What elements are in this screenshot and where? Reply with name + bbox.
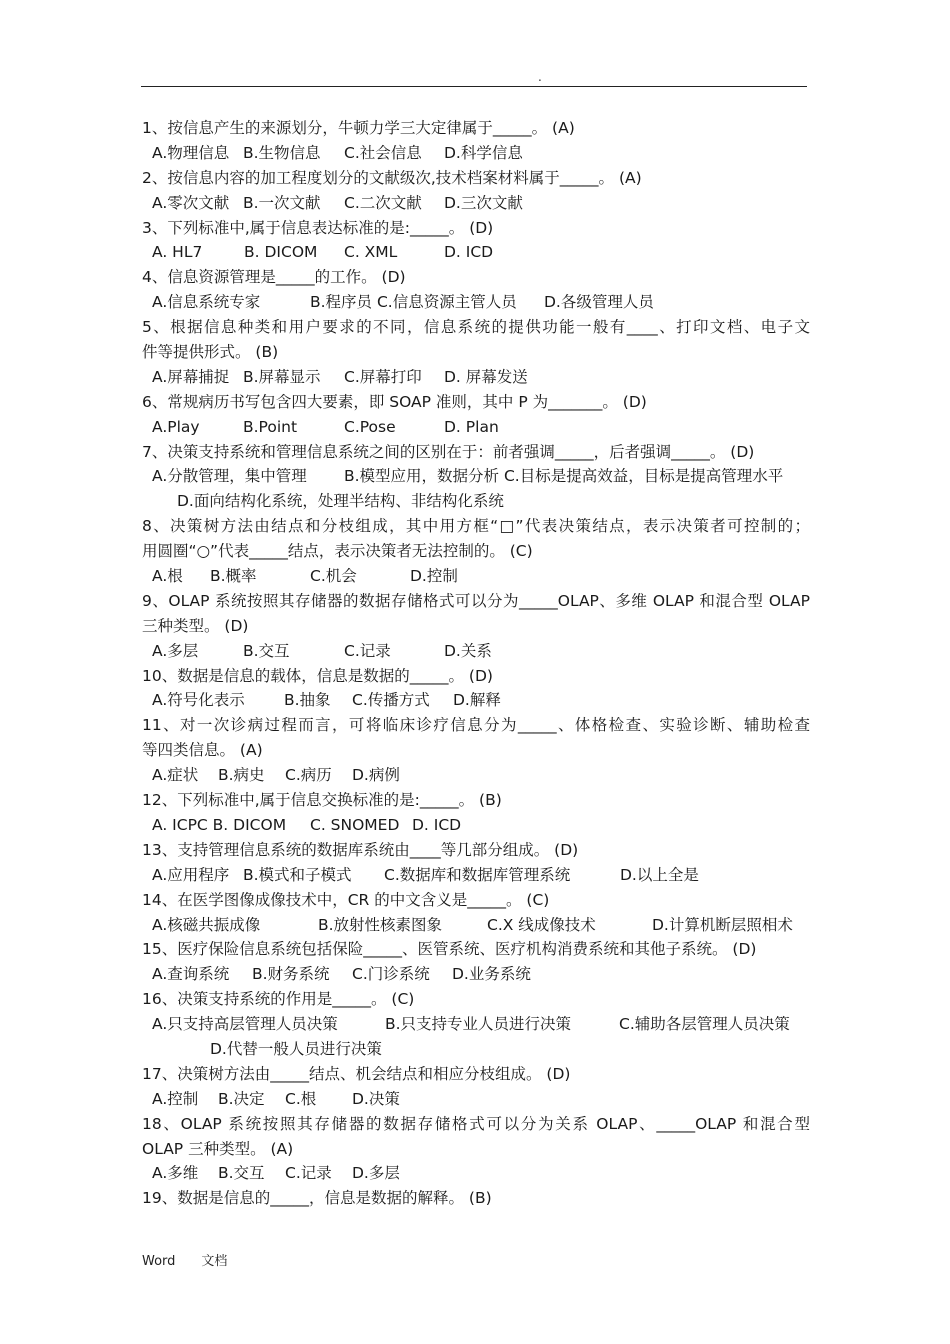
option-text: C. SNOMED (310, 815, 400, 834)
option-text: B. DICOM (244, 243, 318, 262)
option-text: D.多层 (352, 1164, 400, 1183)
option-text: D. ICD (412, 815, 462, 834)
options-row (142, 913, 810, 938)
option-text: A. HL7 (152, 243, 203, 262)
option-text: D.控制 (410, 567, 458, 586)
option-text: B.交互 (243, 641, 290, 660)
option-text: B.决定 (218, 1089, 265, 1108)
option-text: D.以上全是 (620, 865, 699, 884)
option-text: A.查询系统 (152, 965, 230, 984)
question-text: 等四类信息。 (A) (142, 741, 263, 760)
option-text: B.程序员 C.信息资源主管人员 (310, 293, 517, 312)
option-text: B.Point (243, 417, 298, 436)
option-text: C.门诊系统 (352, 965, 430, 984)
question-text: 15、医疗保险信息系统包括保险_____、医管系统、医疗机构消费系统和其他子系统。 (D) (142, 940, 757, 959)
options-row (142, 415, 810, 440)
option-text: A.多维 (152, 1164, 199, 1183)
option-text: D.计算机断层照相术 (652, 915, 793, 934)
question-text: 16、决策支持系统的作用是_____。 (C) (142, 990, 415, 1009)
option-text: C.数据库和数据库管理系统 (384, 865, 571, 884)
options-row (142, 1037, 810, 1062)
option-text: B.生物信息 (243, 143, 321, 162)
question-text: 11、对一次诊病过程而言，可将临床诊疗信息分为_____、体格检查、实验诊断、辅助检查 (142, 716, 810, 735)
options-row (142, 464, 810, 489)
option-text: A.只支持高层管理人员决策 (152, 1015, 338, 1034)
question-text: 用圆圈“○”代表_____结点，表示决策者无法控制的。 (C) (142, 542, 533, 561)
footer-word: Word (142, 1254, 176, 1269)
option-text: B.模式和子模式 (243, 865, 352, 884)
option-text: D.三次文献 (444, 193, 523, 212)
option-text: A.屏幕捕捉 (152, 367, 230, 386)
option-text: B.屏幕显示 (243, 367, 321, 386)
options-row (142, 863, 810, 888)
option-text: C.X 线成像技术 (487, 915, 596, 934)
page-footer (142, 1250, 253, 1269)
header-rule (141, 86, 807, 87)
option-text: C.社会信息 (344, 143, 422, 162)
options-row (142, 639, 810, 664)
option-text: D.业务系统 (452, 965, 531, 984)
option-text: D.面向结构化系统，处理半结构、非结构化系统 (177, 492, 504, 511)
option-text: C.辅助各层管理人员决策 (619, 1015, 790, 1034)
option-text: C.机会 (310, 567, 357, 586)
option-text: B.放射性核素图象 (318, 915, 443, 934)
option-text: A.分散管理，集中管理 (152, 467, 307, 486)
option-text: B.概率 (210, 567, 257, 586)
option-text: A.物理信息 (152, 143, 230, 162)
option-text: A.根 (152, 567, 183, 586)
option-text: D.各级管理人员 (544, 293, 654, 312)
option-text: A.核磁共振成像 (152, 915, 261, 934)
footer-doc: 文档 (201, 1254, 228, 1269)
question-text: 1、按信息产生的来源划分，牛顿力学三大定律属于_____。 (A) (142, 119, 575, 137)
option-text: A.零次文献 (152, 193, 230, 212)
option-text: C.根 (285, 1089, 317, 1108)
question-text: 19、数据是信息的_____，信息是数据的解释。 (B) (142, 1189, 492, 1208)
options-row (142, 564, 810, 589)
option-text: A.应用程序 (152, 865, 230, 884)
options-row (142, 365, 810, 390)
option-text: D.病例 (352, 766, 400, 785)
option-text: B.交互 (218, 1164, 265, 1183)
option-text: C.Pose (344, 417, 396, 436)
question-text: 4、信息资源管理是_____的工作。 (D) (142, 268, 406, 287)
options-row (142, 1012, 810, 1037)
option-text: A.符号化表示 (152, 691, 245, 710)
option-text: A.控制 (152, 1089, 199, 1108)
option-text: D.解释 (453, 691, 501, 710)
option-text: D.代替一般人员进行决策 (210, 1039, 382, 1058)
options-row (142, 1161, 810, 1186)
question-text: 3、下列标准中,属于信息表达标准的是:_____。 (D) (142, 218, 494, 237)
question-text: 14、在医学图像成像技术中，CR 的中文含义是_____。 (C) (142, 890, 550, 909)
question-text: 13、支持管理信息系统的数据库系统由____等几部分组成。 (D) (142, 840, 579, 859)
option-text: D.关系 (444, 641, 492, 660)
option-text: D. Plan (444, 417, 499, 436)
options-row (142, 489, 810, 514)
options-row (142, 962, 810, 987)
question-text: 17、决策树方法由_____结点、机会结点和相应分枝组成。 (D) (142, 1064, 571, 1083)
option-text: C.病历 (285, 766, 332, 785)
option-text: B.抽象 (284, 691, 331, 710)
options-row (142, 1087, 810, 1112)
option-text: A.症状 (152, 766, 199, 785)
header-mark: . (538, 70, 542, 84)
option-text: B.模型应用，数据分析 C.目标是提高效益，目标是提高管理水平 (344, 467, 784, 486)
question-text: 7、决策支持系统和管理信息系统之间的区别在于：前者强调_____，后者强调_____。 (D) (142, 442, 755, 461)
option-text: D. 屏幕发送 (444, 367, 528, 386)
options-row (142, 763, 810, 788)
option-text: C.传播方式 (352, 691, 430, 710)
question-text: 5、根据信息种类和用户要求的不同，信息系统的提供功能一般有____、打印文档、电子文 (142, 318, 810, 337)
question-text: 18、OLAP 系统按照其存储器的数据存储格式可以分为关系 OLAP、_____OLAP 和混合型 (142, 1114, 810, 1133)
question-text: 2、按信息内容的加工程度划分的文献级次,技术档案材料属于_____。 (A) (142, 168, 642, 187)
option-text: C.记录 (285, 1164, 332, 1183)
option-text: B.只支持专业人员进行决策 (385, 1015, 572, 1034)
options-row (142, 813, 810, 838)
option-text: B.财务系统 (252, 965, 330, 984)
question-text: 12、下列标准中,属于信息交换标准的是:_____。 (B) (142, 791, 502, 810)
option-text: A.多层 (152, 641, 199, 660)
option-text: C. XML (344, 243, 398, 262)
options-row (142, 688, 810, 713)
question-text: 6、常规病历书写包含四大要素，即 SOAP 准则，其中 P 为_______。 (D) (142, 392, 647, 411)
option-text: D.决策 (352, 1089, 400, 1108)
option-text: D.科学信息 (444, 143, 523, 162)
question-list (142, 116, 810, 1211)
options-row (142, 240, 810, 265)
question-text: 10、数据是信息的载体，信息是数据的_____。 (D) (142, 666, 493, 685)
question-text: 9、OLAP 系统按照其存储器的数据存储格式可以分为_____OLAP、多维 OLAP 和混合型 OLAP (142, 591, 810, 610)
option-text: C.屏幕打印 (344, 367, 422, 386)
option-text: C.二次文献 (344, 193, 422, 212)
question-text: 件等提供形式。 (B) (142, 343, 279, 362)
option-text: B.病史 (218, 766, 265, 785)
question-text: 8、决策树方法由结点和分枝组成，其中用方框“□”代表决策结点，表示决策者可控制的； (142, 517, 810, 536)
question-text: OLAP 三种类型。 (A) (142, 1139, 294, 1158)
options-row (142, 141, 810, 166)
question-text: 三种类型。 (D) (142, 616, 249, 635)
option-text: B.一次文献 (243, 193, 321, 212)
option-text: D. ICD (444, 243, 494, 262)
option-text: A.Play (152, 417, 200, 436)
options-row (142, 191, 810, 216)
option-text: A.信息系统专家 (152, 293, 261, 312)
option-text: A. ICPC B. DICOM (152, 815, 287, 834)
options-row (142, 290, 810, 315)
option-text: C.记录 (344, 641, 391, 660)
